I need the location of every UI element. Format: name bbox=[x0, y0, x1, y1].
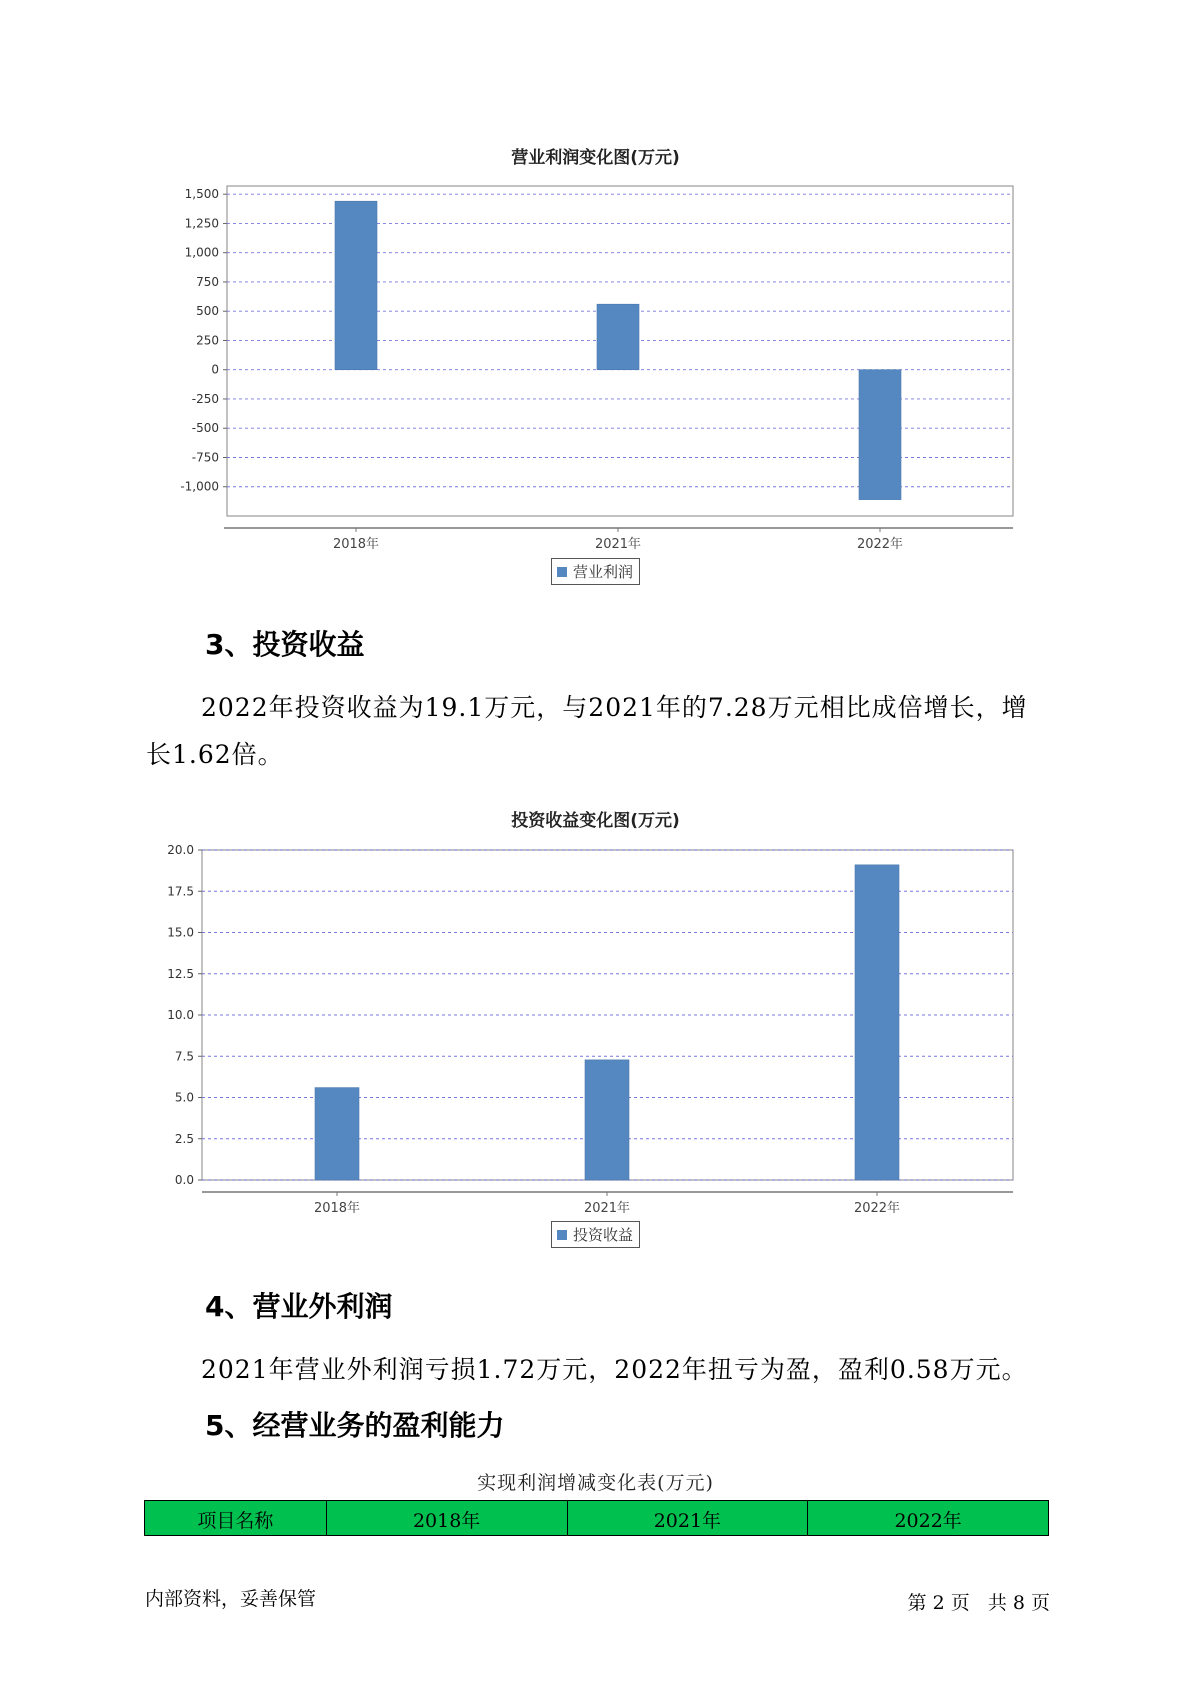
x-tick-label: 2021年 bbox=[594, 537, 642, 552]
y-tick-label: 0.0 bbox=[174, 1173, 194, 1187]
section4-text: 2021年营业外利润亏损1.72万元，2022年扭亏为盈，盈利0.58万元。 bbox=[201, 1355, 1028, 1384]
col-header-2018: 2018年 bbox=[326, 1501, 567, 1536]
table-header-row bbox=[145, 1501, 1049, 1536]
y-tick-label: 7.5 bbox=[174, 1049, 194, 1064]
section5-heading: 5、经营业务的盈利能力 bbox=[205, 1409, 505, 1442]
y-tick-label: -1,000 bbox=[180, 479, 219, 494]
section3-text-line2: 长1.62倍。 bbox=[146, 740, 284, 769]
col-header-item-name: 项目名称 bbox=[145, 1501, 327, 1536]
y-tick-label: 10.0 bbox=[167, 1008, 194, 1022]
y-tick-label: 20.0 bbox=[167, 843, 194, 857]
y-tick-label: 1,500 bbox=[184, 187, 219, 202]
y-tick-label: 250 bbox=[196, 333, 219, 348]
col-header-2021: 2021年 bbox=[567, 1501, 808, 1536]
profit-change-table bbox=[144, 1500, 1049, 1536]
y-tick-label: 12.5 bbox=[167, 966, 194, 981]
bar-2022年 bbox=[855, 865, 899, 1180]
chart1-title: 营业利润变化图(万元) bbox=[511, 148, 680, 168]
bar-2021年 bbox=[585, 1060, 629, 1180]
footer-confidential-note: 内部资料，妥善保管 bbox=[145, 1588, 317, 1610]
x-tick-label: 2018年 bbox=[332, 537, 380, 552]
section4-heading: 4、营业外利润 bbox=[205, 1290, 393, 1323]
y-tick-label: 15.0 bbox=[167, 925, 194, 940]
y-tick-label: -500 bbox=[191, 421, 219, 436]
table-caption: 实现利润增减变化表(万元) bbox=[477, 1472, 714, 1494]
section3-heading: 3、投资收益 bbox=[205, 628, 365, 661]
chart1-legend-label: 营业利润 bbox=[573, 563, 634, 581]
x-tick-label: 2021年 bbox=[583, 1201, 631, 1216]
x-tick-label: 2022年 bbox=[853, 1201, 901, 1216]
chart2-legend bbox=[551, 1221, 640, 1248]
y-tick-label: 500 bbox=[196, 304, 219, 319]
y-tick-label: 1,250 bbox=[184, 216, 219, 231]
y-tick-label: -250 bbox=[191, 391, 219, 406]
y-tick-label: 1,000 bbox=[184, 245, 219, 260]
col-header-2022: 2022年 bbox=[808, 1501, 1049, 1536]
y-tick-label: 17.5 bbox=[167, 884, 194, 899]
chart2-legend-label: 投资收益 bbox=[573, 1226, 634, 1244]
legend-swatch-icon bbox=[557, 1230, 567, 1240]
y-tick-label: 5.0 bbox=[174, 1090, 194, 1105]
y-tick-label: 2.5 bbox=[174, 1131, 194, 1146]
y-tick-label: 0 bbox=[211, 362, 219, 377]
y-tick-label: 750 bbox=[196, 274, 219, 289]
x-tick-label: 2018年 bbox=[313, 1201, 361, 1216]
y-tick-label: -750 bbox=[191, 450, 219, 465]
section3-text-line1: 2022年投资收益为19.1万元，与2021年的7.28万元相比成倍增长，增 bbox=[201, 693, 1028, 722]
chart2-title: 投资收益变化图(万元) bbox=[511, 811, 680, 831]
footer-page-number: 第 2 页 共 8 页 bbox=[907, 1592, 1050, 1614]
x-tick-label: 2022年 bbox=[856, 537, 904, 552]
bar-2018年 bbox=[315, 1088, 359, 1180]
